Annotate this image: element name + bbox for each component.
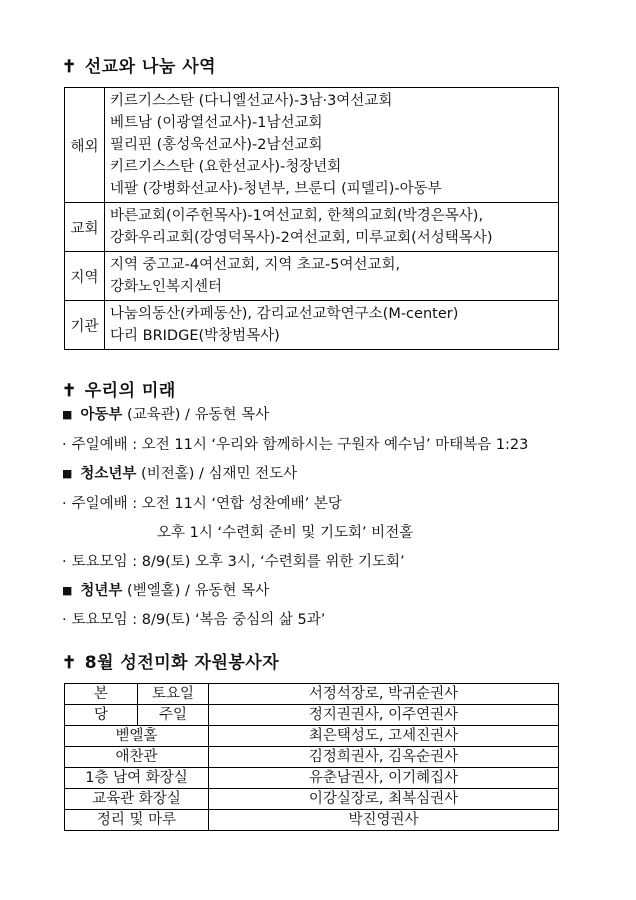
dept-line-youth <box>62 462 297 483</box>
square-bullet-icon: ■ <box>62 467 73 480</box>
table-row <box>65 747 559 768</box>
dept-line-young-adults <box>62 579 269 600</box>
dot-bullet-icon: · <box>62 554 67 570</box>
dot-bullet-icon: · <box>62 612 67 628</box>
square-bullet-icon: ■ <box>62 584 73 597</box>
cross-icon: ✝ <box>62 57 77 77</box>
schedule-text: 주일예배 : 오전 11시 ‘연합 성찬예배’ 본당 <box>71 496 342 512</box>
table-row <box>65 726 559 747</box>
list-item: 강화우리교회(강영덕목사)-2여선교회, 미루교회(서성택목사) <box>110 230 493 246</box>
list-item: 다리 BRIDGE(박창범목사) <box>110 328 280 344</box>
list-item: 네팔 (강병화선교사)-청년부, 브룬디 (피델리)-아동부 <box>110 181 442 197</box>
list-item: 강화노인복지센터 <box>110 279 223 295</box>
dot-bullet-icon: · <box>62 437 67 453</box>
table-row <box>65 301 559 350</box>
list-item: 필리핀 (홍성욱선교사)-2남선교회 <box>110 137 323 153</box>
row-content <box>105 88 559 203</box>
place-cell: 토요일 <box>138 684 209 705</box>
names-cell: 정지권권사, 이주연권사 <box>209 705 559 726</box>
list-item: 베트남 (이광열선교사)-1남선교회 <box>110 115 323 131</box>
table-row <box>65 810 559 831</box>
dept-info: (벧엘홀) / 유동현 목사 <box>122 583 270 599</box>
table-row <box>65 789 559 810</box>
schedule-line-continued <box>157 521 413 542</box>
place-cell: 주일 <box>138 705 209 726</box>
schedule-line <box>62 433 528 454</box>
list-item: 나눔의동산(카페동산), 감리교선교학연구소(M-center) <box>110 306 459 322</box>
names-cell: 서정석장로, 박귀순권사 <box>209 684 559 705</box>
section-title: 우리의 미래 <box>84 381 176 401</box>
volunteer-table <box>64 683 559 831</box>
names-cell: 최은택성도, 고세진권사 <box>209 726 559 747</box>
place-cell: 벧엘홀 <box>65 726 209 747</box>
row-label: 해외 <box>65 88 105 203</box>
schedule-line <box>62 550 405 571</box>
place-cell: 1층 남여 화장실 <box>65 768 209 789</box>
dept-info: (교육관) / 유동현 목사 <box>122 407 270 423</box>
place-cell: 애찬관 <box>65 747 209 768</box>
group-label: 당 <box>65 705 138 726</box>
table-row <box>65 768 559 789</box>
section-heading-future <box>62 376 176 401</box>
schedule-text: 토요모임 : 8/9(토) 오후 3시, ‘수련회를 위한 기도회’ <box>71 554 405 570</box>
table-row <box>65 684 559 705</box>
mission-table <box>64 87 559 350</box>
names-cell: 유춘남권사, 이기혜집사 <box>209 768 559 789</box>
row-content <box>105 252 559 301</box>
schedule-text: 오후 1시 ‘수련회 준비 및 기도회’ 비전홀 <box>157 525 414 541</box>
row-label: 교회 <box>65 203 105 252</box>
group-label: 본 <box>65 684 138 705</box>
square-bullet-icon: ■ <box>62 408 73 421</box>
section-heading-volunteers <box>62 648 279 673</box>
names-cell: 박진영권사 <box>209 810 559 831</box>
list-item: 지역 중고교-4여선교회, 지역 초교-5여선교회, <box>110 257 401 273</box>
dept-name: 청소년부 <box>80 466 137 482</box>
dept-line-children <box>62 403 269 424</box>
table-row <box>65 252 559 301</box>
schedule-line <box>62 608 325 629</box>
row-content <box>105 203 559 252</box>
names-cell: 이강실장로, 최복심권사 <box>209 789 559 810</box>
table-row <box>65 705 559 726</box>
schedule-text: 주일예배 : 오전 11시 ‘우리와 함께하시는 구원자 예수님’ 마태복음 1:23 <box>71 437 529 453</box>
row-label: 기관 <box>65 301 105 350</box>
schedule-text: 토요모임 : 8/9(토) ‘복음 중심의 삶 5과’ <box>71 612 326 628</box>
list-item: 키르기스스탄 (요한선교사)-청장년회 <box>110 159 342 175</box>
dept-name: 청년부 <box>80 583 123 599</box>
dot-bullet-icon: · <box>62 496 67 512</box>
section-heading-mission <box>62 52 216 77</box>
section-title: 8월 성전미화 자원봉사자 <box>84 653 280 673</box>
list-item: 키르기스스탄 (다니엘선교사)-3남·3여선교회 <box>110 93 393 109</box>
names-cell: 김정희권사, 김옥순권사 <box>209 747 559 768</box>
section-title: 선교와 나눔 사역 <box>84 57 217 77</box>
list-item: 바른교회(이주헌목사)-1여선교회, 한책의교회(박경은목사), <box>110 208 484 224</box>
row-label: 지역 <box>65 252 105 301</box>
table-row <box>65 88 559 203</box>
place-cell: 정리 및 마루 <box>65 810 209 831</box>
table-row <box>65 203 559 252</box>
cross-icon: ✝ <box>62 381 77 401</box>
dept-info: (비전홀) / 심재민 전도사 <box>136 466 298 482</box>
row-content <box>105 301 559 350</box>
cross-icon: ✝ <box>62 653 77 673</box>
place-cell: 교육관 화장실 <box>65 789 209 810</box>
dept-name: 아동부 <box>80 407 123 423</box>
schedule-line <box>62 492 342 513</box>
